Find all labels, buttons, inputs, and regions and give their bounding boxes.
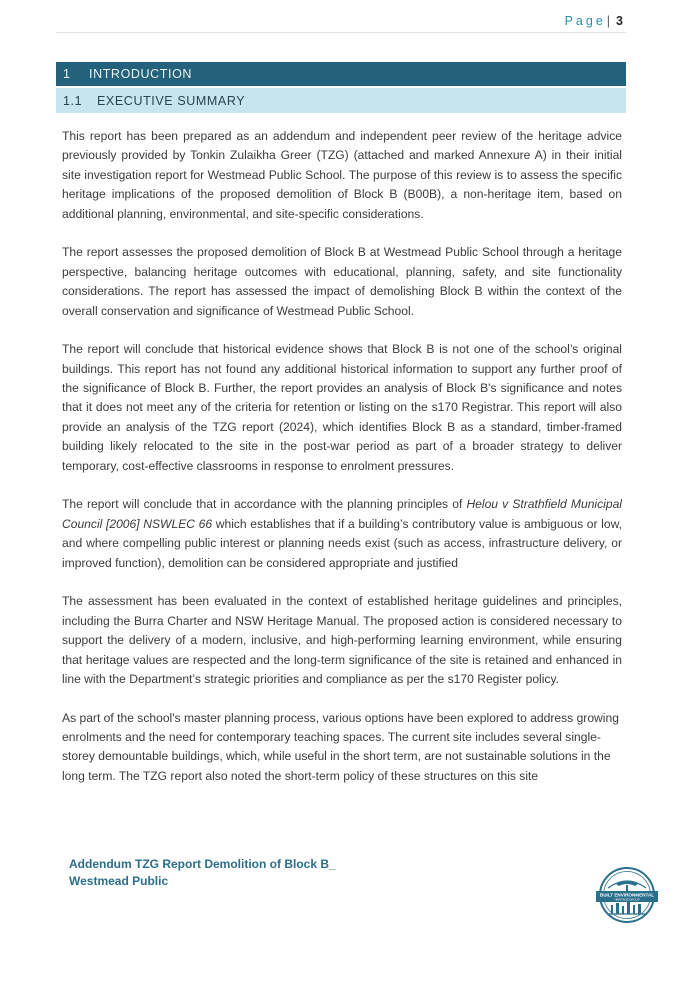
section-title: INTRODUCTION <box>89 67 193 81</box>
document-body <box>62 127 622 806</box>
paragraph-2: The report assesses the proposed demolition of Block B at Westmead Public School through a heritage perspective, balancing heritage outcomes with educational, planning, safety, and site functionality considerations. The report has assessed the impact of demolishing Block B within the context of the overall conservation and significance of Westmead Public School. <box>62 245 622 318</box>
paragraph-1: This report has been prepared as an addendum and independent peer review of the heritage advice previously provided by Tonkin Zulaikha Greer (TZG) (attached and marked Annexure A) in their initial site investigation report for Westmead Public School. The purpose of this review is to assess the specific heritage implications of the proposed demolition of Block B (B00B), a non-heritage item, based on additional planning, environmental, and site-specific considerations. <box>62 129 622 221</box>
svg-text:HERITAGE GROUP: HERITAGE GROUP <box>614 897 640 902</box>
page-number-header <box>565 14 623 28</box>
section-heading-introduction <box>56 62 626 86</box>
footer-line-2: Westmead Public <box>69 874 169 888</box>
subsection-heading-executive-summary <box>56 88 626 113</box>
page-label: Page <box>564 14 606 28</box>
paragraph-6: As part of the school's master planning process, various options have been explored to address growing enrolments and the need for contemporary teaching spaces. The current site includes several single-storey demountable buildings, which, while useful in the short term, are not sustainable solutions in the long term. The TZG report also noted the short-term policy of these structures on this site <box>62 710 619 783</box>
footer-document-title <box>69 856 336 890</box>
paragraph-3: The report will conclude that historical evidence shows that Block B is not one of the school’s original buildings. This report has not found any additional historical information to support any further proof of the significance of Block B. Further, the report provides an analysis of Block B's significance and notes that it does not meet any of the criteria for retention or listing on the s170 Registrar. This report will also provide an analysis of the TZG report (2024), which identifies Block B as a standard, timber-framed building likely relocated to the site in the post-war period as part of a broader strategy to deliver temporary, cost-effective classrooms in response to enrolment pressures. <box>62 342 622 473</box>
case-citation: Helou v Strathfield Municipal Council [2006] NSWLEC 66 <box>62 497 622 531</box>
page-number: 3 <box>616 14 623 28</box>
header-divider <box>56 32 626 33</box>
svg-text:BUILT ENVIRONMENTAL: BUILT ENVIRONMENTAL <box>599 892 655 898</box>
paragraph-5: The assessment has been evaluated in the context of established heritage guidelines and principles, including the Burra Charter and NSW Heritage Manual. The proposed action is considered necessary to support the delivery of a modern, inclusive, and high-performing learning environment, while ensuring that heritage values are respected and the long-term significance of the site is retained and enhanced in line with the Department’s strategic priorities and compliance as per the s170 Register policy. <box>62 594 622 686</box>
subsection-title: EXECUTIVE SUMMARY <box>97 93 246 108</box>
section-number: 1 <box>63 67 71 81</box>
subsection-number: 1.1 <box>63 93 83 108</box>
paragraph-4 <box>62 495 622 573</box>
paragraph-4-text-before: The report will conclude that in accordance with the planning principles of <box>62 497 467 512</box>
page-separator: | <box>606 14 611 28</box>
footer-line-1: Addendum TZG Report Demolition of Block B_ <box>69 857 336 871</box>
paragraph-4-text-after: which establishes that if a building’s contributory value is ambiguous or low, and where compelling public interest or planning needs exist (such as access, infrastructure delivery, or improved function), demolition can be considered appropriate and justified <box>62 516 622 570</box>
built-environmental-heritage-logo-icon <box>594 866 660 924</box>
